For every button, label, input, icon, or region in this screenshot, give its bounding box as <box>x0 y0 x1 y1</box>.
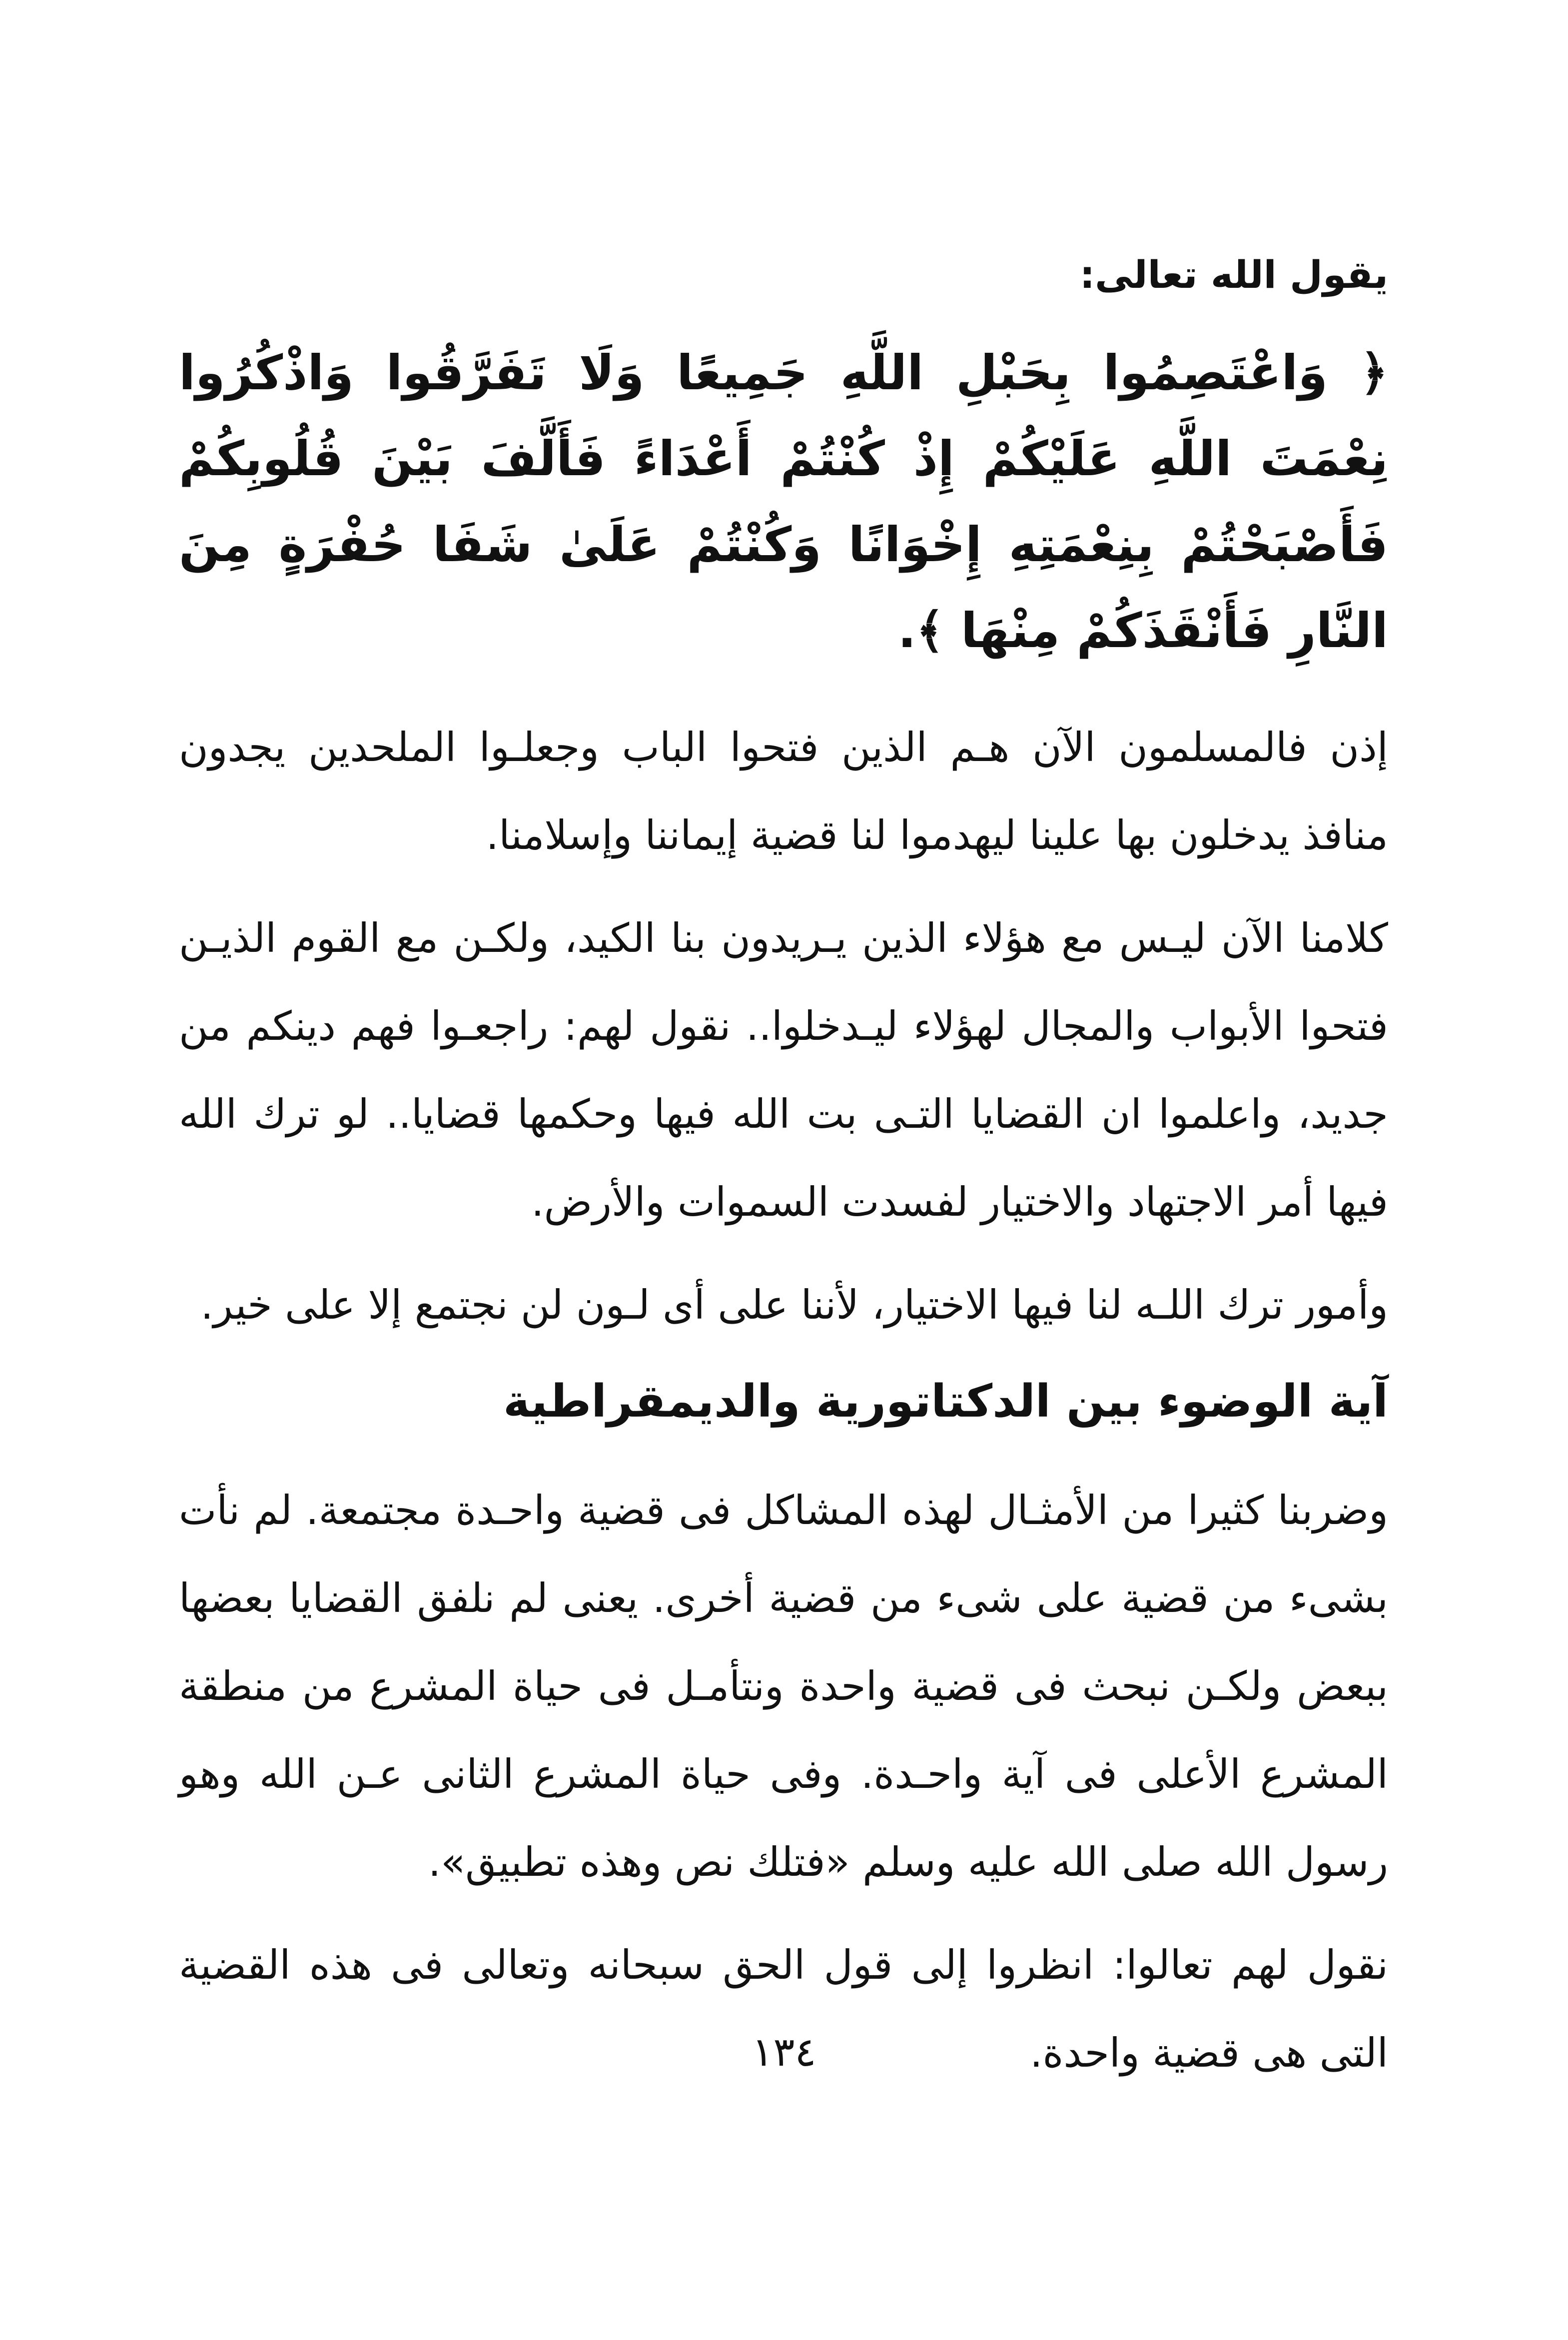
paragraph-5: نقول لهم تعالوا: انظروا إلى قول الحق سبحانه وتعالى فى هذه القضية التى هى قضية واحدة. <box>179 1942 1388 2076</box>
verse-intro: يقول الله تعالى: <box>1079 252 1388 297</box>
page-number: ١٣٤ <box>752 2029 816 2075</box>
paragraph-1: إذن فالمسلمون الآن هـم الذين فتحوا الباب وجعلـوا الملحدين يجدون منافذ يدخلون بها علينا ليهدموا لنا قضية إيماننا وإسلامنا. <box>179 724 1388 858</box>
paragraph-4: وضربنا كثيرا من الأمثـال لهذه المشاكل فى قضية واحـدة مجتمعة. لم نأت بشىء من قضية على شىء من قضية أخرى. يعنى لم نلفق القضايا بعضها ببعض ولكـن نبحث فى قضية واحدة ونتأمـل فى حياة المشرع من منطقة المشرع الأعلى فى آية واحـدة. وفى حياة المشرع الثانى عـن الله وهو رسول الله صلى الله عليه وسلم «فتلك نص وهذه تطبيق». <box>179 1487 1388 1885</box>
quran-verse: ﴿ وَاعْتَصِمُوا بِحَبْلِ اللَّهِ جَمِيعًا وَلَا تَفَرَّقُوا وَاذْكُرُوا نِعْمَتَ اللَّهِ عَلَيْكُمْ إِذْ كُنْتُمْ أَعْدَاءً فَأَلَّفَ بَيْنَ قُلُوبِكُمْ فَأَصْبَحْتُمْ بِنِعْمَتِهِ إِخْوَانًا وَكُنْتُمْ عَلَىٰ شَفَا حُفْرَةٍ مِنَ النَّارِ فَأَنْقَذَكُمْ مِنْهَا ﴾. <box>179 345 1388 659</box>
paragraph-3: وأمور ترك اللـه لنا فيها الاختيار، لأننا على أى لـون لن نجتمع إلا على خير. <box>200 1282 1388 1328</box>
section-heading: آية الوضوء بين الدكتاتورية والديمقراطية <box>503 1375 1388 1428</box>
page-content <box>179 250 1388 2112</box>
paragraph-2: كلامنا الآن ليـس مع هؤلاء الذين يـريدون بنا الكيد، ولكـن مع القوم الذيـن فتحوا الأبواب والمجال لهؤلاء ليـدخلوا.. نقول لهم: راجعـوا فهم دينكم من جديد، واعلموا ان القضايا التـى بت الله فيها وحكمها قضايا.. لو ترك الله فيها أمر الاجتهاد والاختيار لفسدت السموات والأرض. <box>179 915 1388 1225</box>
